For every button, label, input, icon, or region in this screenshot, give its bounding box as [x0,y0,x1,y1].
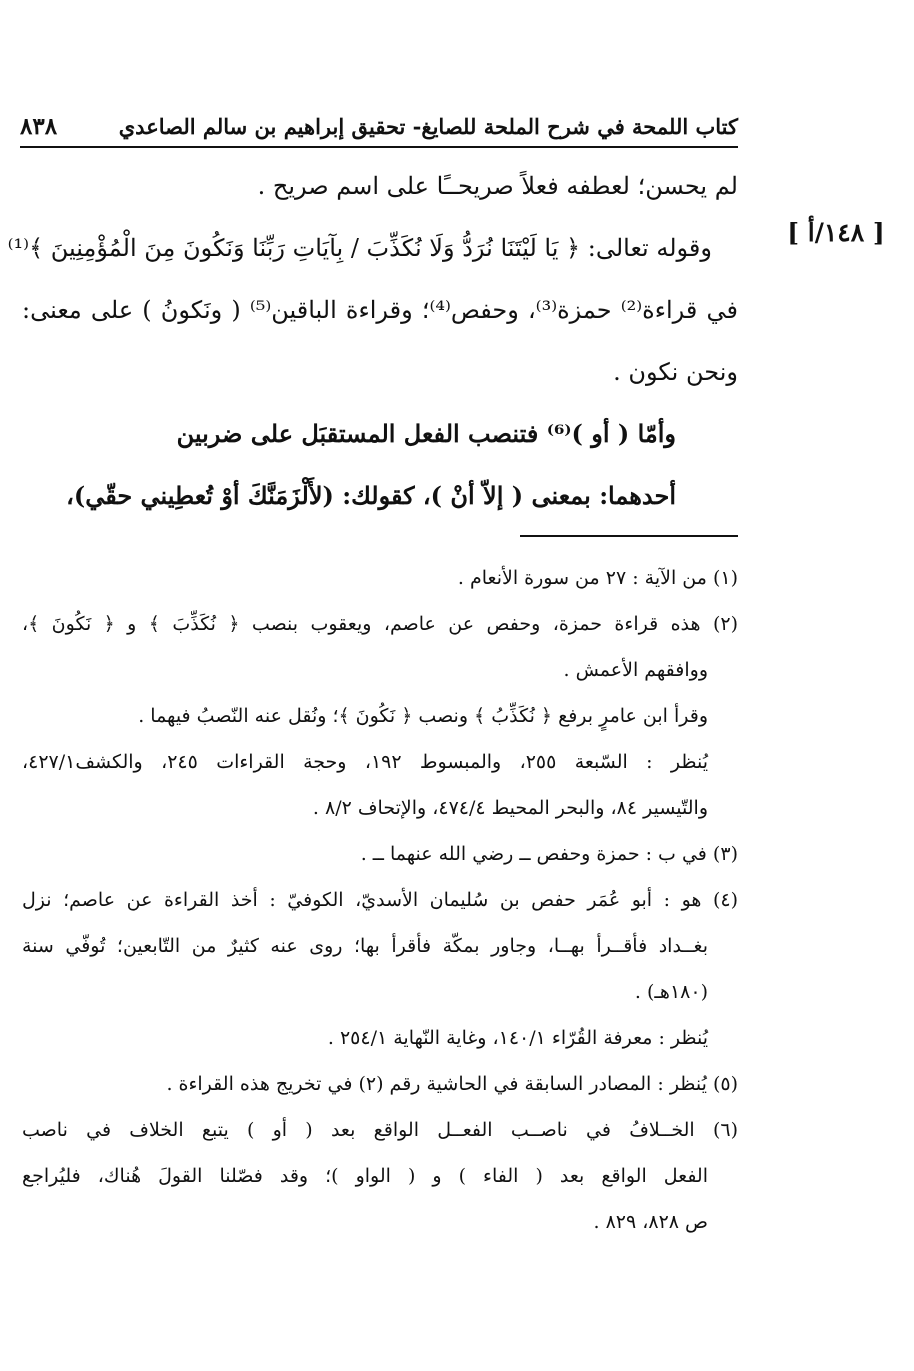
header-rule [20,146,738,148]
body-line: في قراءة⁽²⁾ حمزة⁽³⁾، وحفص⁽⁴⁾؛ وقراءة الباقين⁽⁵⁾ ( ونَكونُ ) على معنى: [22,296,738,324]
footnotes [22,555,738,1245]
body-line: لم يحسن؛ لعطفه فعلاً صريحــًا على اسم صريح . [257,172,738,200]
footnote-line: (٤) هو : أبو عُمَر حفص بن سُليمان الأسديّ، الكوفيّ : أخذ القراءة عن عاصم؛ نزل [22,889,738,911]
footnote-line: ووافقهم الأعمش . [563,659,708,681]
page-number: ٨٣٨ [20,112,58,140]
footnote-line: (١٨٠هـ) . [634,981,708,1003]
footnote-line: يُنظر : السّبعة ٢٥٥، والمبسوط ١٩٢، وحجة القراءات ٢٤٥، والكشف٤٢٧/١، [22,751,708,773]
body-line: وأمّا ( أو )⁽⁶⁾ فتنصب الفعل المستقبَل على ضربين [176,419,676,448]
footnote-line: يُنظر : معرفة القُرّاء ١٤٠/١، وغاية النّهاية ٢٥٤/١ . [327,1027,708,1049]
body-line: وقوله تعالى: ﴿ يَا لَيْتَنَا نُرَدُّ وَلَا نُكَذِّبَ / بِآيَاتِ رَبِّنَا وَنَكُونَ مِنَ الْمُؤْمِنِينَ ﴾⁽¹⁾ [7,234,712,262]
footnote-line: وقرأ ابن عامرٍ برفع ﴿ نُكَذِّبُ ﴾ ونصب ﴿ نَكُونَ ﴾؛ ونُقل عنه النّصبُ فيهما . [138,705,708,727]
footnote-separator [520,535,738,537]
footnote-line: بغــداد فأقــرأ بهــا، وجاور بمكّة فأقرأ بها؛ روى عنه كثيرٌ من التّابعين؛ تُوفّي سنة [22,935,708,957]
footnote-line: (٢) هذه قراءة حمزة، وحفص عن عاصم، ويعقوب بنصب ﴿ نُكَذِّبَ ﴾ و ﴿ نَكُونَ ﴾، [22,613,738,635]
footnote-line: ص ٨٢٨، ٨٢٩ . [593,1211,708,1233]
footnote-line: (٥) يُنظر : المصادر السابقة في الحاشية رقم (٢) في تخريج هذه القراءة . [166,1073,738,1095]
running-header [20,108,738,144]
book-title: كتاب اللمحة في شرح الملحة للصايغ- تحقيق إبراهيم بن سالم الصاعدي [118,113,738,139]
footnote-line: (٦) الخــلافُ في ناصــب الفعــل الواقع بعد ( أو ) يتبع الخلاف في ناصب [22,1119,738,1141]
body-line: ونحن نكون . [613,358,738,386]
footnote-line: (١) من الآية : ٢٧ من سورة الأنعام . [457,567,738,589]
body-line: أحدهما: بمعنى ( إلاّ أنْ )، كقولك: (لأَلْزَمَنَّكَ أوْ تُعطِيني حقّي)، [66,481,676,510]
main-text [7,155,738,527]
footnote-line: والتّيسير ٨٤، والبحر المحيط ٤٧٤/٤، والإتحاف ٨/٢ . [312,797,708,819]
footnote-line: الفعل الواقع بعد ( الفاء ) و ( الواو )؛ وقد فصّلنا القولَ هُناك، فليُراجع [22,1165,708,1187]
footnote-line: (٣) في ب : حمزة وحفص ــ رضي الله عنهما ــ . [360,843,738,865]
manuscript-folio-marker: [ ١٤٨/أ ] [787,218,885,247]
